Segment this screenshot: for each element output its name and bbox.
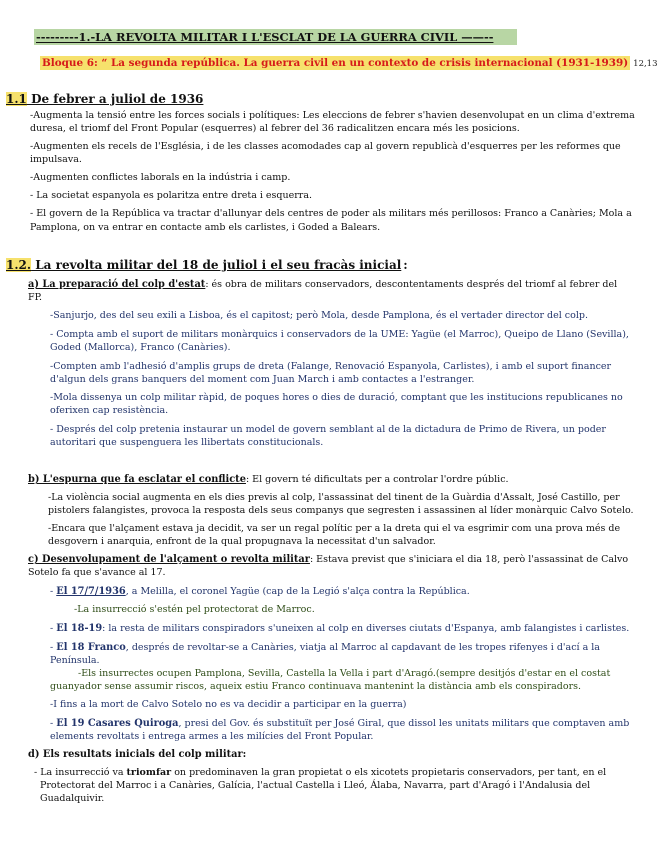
c-event-2: - El 18-19: la resta de militars conspiradors s'uneixen al colp en diverses ciutats d'Espanya, amb falangistes i carlistes. (50, 623, 630, 634)
a-bullet: - Compta amb el suport de militars monàrquics i conservadors de la UME: Yagüe (el Marroc), Queipo de Llano (Sevilla), (50, 329, 629, 340)
a-bullet-cont: oferixen cap resistència. (50, 405, 169, 416)
subsection-b-text: : El govern té dificultats per a controlar l'ordre públic. (245, 474, 509, 485)
subsection-a (28, 278, 617, 291)
subsection-a-text: : és obra de militars conservadors, descontentaments després del triomf al febrer del (205, 279, 618, 290)
c-event-3-date: El 18 Franco (56, 642, 126, 653)
section-1-2-heading (6, 258, 408, 272)
a-bullet-cont: Goded (Mallorca), Franco (Canàries). (50, 342, 231, 353)
a-bullet-cont: autoritari que suspenguera les llibertats constitucionals. (50, 437, 324, 448)
b-line: desgovern i anarquia, enfront de la qual propugnava la necessitat d'un salvador. (48, 536, 436, 547)
s1-line: impulsava. (30, 154, 82, 165)
a-bullet: -Mola dissenya un colp militar ràpid, de poques hores o dies de duració, comptant que les institucions republicanes no (50, 392, 623, 403)
s1-line: -Augmenta la tensió entre les forces socials i polítiques: Les eleccions de febrer s'havien desenvolupat en un clima d'extrema (30, 110, 635, 121)
c-event-5-text: , presi del Gov. és substituït per José Giral, que dissol les unitats militars que comptaven amb (178, 718, 630, 729)
b-line: pistolers falangistes, provoca la resposta dels seus companys que segresten i assassinen al líder monàrquic Calvo Sotelo. (48, 505, 634, 516)
section-1-2-colon: : (403, 258, 408, 272)
s1-line: - El govern de la República va tractar d'allunyar dels centres de poder als militars més perillosos: Franco a Canàries; Mola a (30, 208, 632, 219)
s1-line: duresa, el triomf del Front Popular (esquerres) al febrer del 36 radicalitzen encara més les posicions. (30, 123, 520, 134)
c-event-5-cont: elements revoltats i entrega armes a les milícies del Front Popular. (50, 731, 374, 742)
a-bullet-cont: d'algun dels grans banquers del moment com Juan March i amb contactes a l'estranger. (50, 374, 475, 385)
d-line-cont: Guadalquivir. (40, 793, 105, 804)
c-event-3-text: , després de revoltar-se a Canàries, viatja al Marroc al capdavant de les tropes rifenyes i d'ací a la (125, 642, 600, 653)
bloque-pages: 12,13 (633, 59, 658, 69)
subsection-c-text-cont: Sotelo fa que s'avance al 17. (28, 567, 166, 578)
d-line-end: on predominaven la gran propietat o els xicotets propietaris conservadors, per tant, en el (171, 767, 607, 778)
subsection-b (28, 473, 509, 486)
c-event-4: -I fins a la mort de Calvo Sotelo no es va decidir a participar en la guerra) (50, 699, 407, 710)
c-event-3-cont: Península. (50, 655, 100, 666)
d-line (34, 766, 606, 779)
subsection-c (28, 553, 628, 566)
s1-line: -Augmenten conflictes laborals en la indústria i camp. (30, 172, 291, 183)
c-event-3: - El 18 Franco, després de revoltar-se a Canàries, viatja al Marroc al capdavant de les tropes rifenyes i d'ací a la (50, 642, 600, 653)
bloque-reference (40, 56, 658, 71)
section-1-1-heading (6, 92, 203, 106)
d-line-cont: Protectorat del Marroc i a Canàries, Galícia, l'actual Castella i Lleó, Álaba, Navarra, part d'Aragó i l'Andalusia del (40, 780, 591, 791)
b-line: -La violència social augmenta en els dies previs al colp, l'assassinat del tinent de la Guàrdia d'Assalt, José Castillo, per (48, 492, 620, 503)
section-1-2-title: La revolta militar del 18 de juliol i el seu fracàs inicial (31, 258, 402, 272)
subsection-c-heading: c) Desenvolupament de l'alçament o revolta militar (28, 554, 310, 565)
d-line-bold: triomfar (126, 767, 172, 778)
section-1-2-number: 1.2. (6, 258, 32, 272)
a-bullet: -Sanjurjo, des del seu exili a Lisboa, és el capitost; però Mola, desde Pamplona, és el vertader director del colp. (50, 310, 588, 321)
document-title: ---------1.-LA REVOLTA MILITAR I L'ESCLAT DE LA GUERRA CIVIL ——-- (34, 29, 517, 45)
c-event-5-date: El 19 Casares Quiroga (56, 718, 179, 729)
b-line: -Encara que l'alçament estava ja decidit, va ser un regal polític per a la dreta qui el va esgrimir com una prova més de (48, 523, 621, 534)
c-event-1-text: , a Melilla, el coronel Yagüe (cap de la Legió s'alça contra la República. (125, 586, 470, 597)
section-1-1-title: De febrer a juliol de 1936 (26, 92, 204, 106)
subsection-d (28, 748, 246, 761)
bloque-label: Bloque 6: “ La segunda república. La guerra civil en un contexto de crisis internacional (1931-1939) (42, 57, 629, 69)
s1-line: Pamplona, on va entrar en contacte amb els carlistes, i Goded a Balears. (30, 222, 381, 233)
c-event-1-date: El 17/7/1936 (56, 586, 126, 597)
subsection-b-heading: b) L'espurna que fa esclatar el conflicte (28, 474, 246, 485)
c-event-3-sub-cont: guanyador sense assumir riscos, aqueix estiu Franco continuava mantenint la distància amb els conspiradors. (50, 681, 582, 692)
s1-line: - La societat espanyola es polaritza entre dreta i esquerra. (30, 190, 313, 201)
subsection-a-heading: a) La preparació del colp d'estat (28, 279, 206, 290)
c-event-2-text: : la resta de militars conspiradors s'uneixen al colp en diverses ciutats d'Espanya, amb falangistes i carlistes. (102, 623, 630, 634)
c-event-1: - El 17/7/1936, a Melilla, el coronel Yagüe (cap de la Legió s'alça contra la República. (50, 586, 470, 597)
a-bullet: - Després del colp pretenia instaurar un model de govern semblant al de la dictadura de Primo de Rivera, un poder (50, 424, 606, 435)
s1-line: -Augmenten els recels de l'Església, i de les classes acomodades cap al govern republicà d'esquerres per les reformes que (30, 141, 621, 152)
c-event-1-sub: -La insurrecció s'estén pel protectorat de Marroc. (74, 604, 315, 615)
a-bullet: -Compten amb l'adhesió d'amplis grups de dreta (Falange, Renovació Espanyola, Carlistes), i amb el suport financer (50, 361, 612, 372)
c-event-5: - El 19 Casares Quiroga, presi del Gov. és substituït per José Giral, que dissol les unitats militars que comptaven amb (50, 718, 630, 729)
d-line-start: - La insurrecció va (34, 767, 127, 778)
section-1-1-number: 1.1 (6, 92, 27, 106)
subsection-c-text: : Estava previst que s'iniciara el dia 18, però l'assassinat de Calvo (309, 554, 629, 565)
subsection-a-text-cont: FP. (28, 292, 43, 303)
c-event-3-sub: -Els insurrectes ocupen Pamplona, Sevilla, Castella la Vella i part d'Aragó.(sempre desitjós d'estar en el costat (78, 668, 611, 679)
c-event-2-date: El 18-19 (56, 623, 103, 634)
subsection-d-heading: d) Els resultats inicials del colp militar: (28, 749, 247, 760)
